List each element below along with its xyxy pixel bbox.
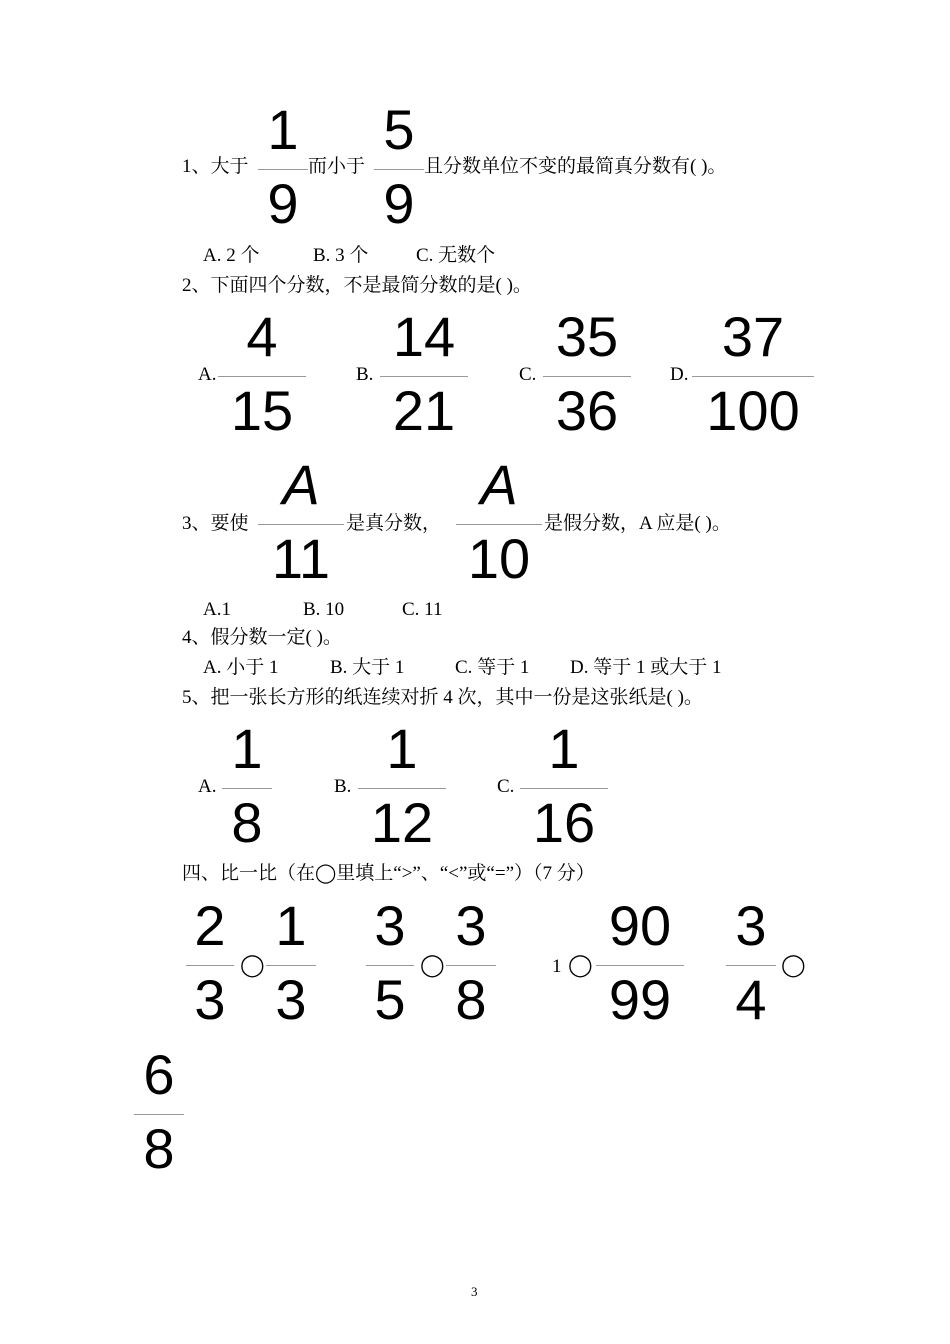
compare-3-left-number: 1 xyxy=(552,956,562,977)
q2-option-d-label: D. xyxy=(670,364,689,385)
q1-fraction-2 xyxy=(374,98,424,236)
fraction-bar xyxy=(726,965,776,966)
denominator: 12 xyxy=(370,791,434,854)
numerator: 5 xyxy=(383,98,415,161)
numerator: 37 xyxy=(721,305,785,368)
denominator: 9 xyxy=(383,172,415,235)
q5-option-a-fraction xyxy=(222,717,272,855)
compare-4-right-fraction xyxy=(134,1043,184,1181)
denominator: 15 xyxy=(230,379,294,442)
numerator: 1 xyxy=(267,98,299,161)
q3-text-mid: 是真分数， xyxy=(346,513,442,534)
numerator: 1 xyxy=(386,717,418,780)
compare-1-left-fraction xyxy=(186,894,234,1032)
numerator: 3 xyxy=(735,894,767,957)
compare-4-left-fraction xyxy=(726,894,776,1032)
numerator: 3 xyxy=(374,894,406,957)
numerator: A xyxy=(282,453,320,516)
fraction-bar xyxy=(358,788,446,789)
q1-fraction-1 xyxy=(258,98,308,236)
numerator: 90 xyxy=(608,894,672,957)
q2-option-a-label: A. xyxy=(198,364,217,385)
fraction-bar xyxy=(374,169,424,170)
numerator: 1 xyxy=(548,717,580,780)
q3-option-c: C. 11 xyxy=(402,599,443,620)
denominator: 4 xyxy=(735,968,767,1031)
q2-option-a-fraction xyxy=(218,305,306,443)
numerator: 3 xyxy=(455,894,487,957)
fraction-bar xyxy=(446,965,496,966)
q2-option-d-fraction xyxy=(692,305,814,443)
q2-option-b-fraction xyxy=(380,305,468,443)
fraction-bar xyxy=(266,965,316,966)
q2-option-c-label: C. xyxy=(519,364,537,385)
denominator: 99 xyxy=(608,968,672,1031)
compare-4-circle[interactable]: ◯ xyxy=(781,952,806,977)
compare-3-right-fraction xyxy=(596,894,684,1032)
q3-text-post: 是假分数，A 应是( )。 xyxy=(544,513,731,534)
compare-2-left-fraction xyxy=(366,894,414,1032)
q5-option-c-label: C. xyxy=(497,776,515,797)
fraction-bar xyxy=(543,376,631,377)
denominator: 10 xyxy=(467,527,531,590)
denominator: 100 xyxy=(706,379,800,442)
compare-1-circle[interactable]: ◯ xyxy=(240,952,265,977)
denominator: 8 xyxy=(455,968,487,1031)
q3-fraction-1 xyxy=(258,453,344,591)
fraction-bar xyxy=(596,965,684,966)
q4-option-d: D. 等于 1 或大于 1 xyxy=(570,657,722,678)
fraction-bar xyxy=(456,524,542,525)
numerator: 35 xyxy=(555,305,619,368)
numerator: 4 xyxy=(246,305,278,368)
numerator: 1 xyxy=(275,894,307,957)
q5-option-a-label: A. xyxy=(198,776,217,797)
section4-title: 四、比一比（在◯里填上“>”、“<”或“=”）（7 分） xyxy=(182,863,595,884)
q4-option-a: A. 小于 1 xyxy=(203,657,279,678)
numerator: 14 xyxy=(392,305,456,368)
numerator: 1 xyxy=(231,717,263,780)
denominator: 8 xyxy=(231,791,263,854)
q4-option-c: C. 等于 1 xyxy=(455,657,530,678)
fraction-bar xyxy=(380,376,468,377)
denominator: 5 xyxy=(374,968,406,1031)
denominator: 16 xyxy=(532,791,596,854)
q3-fraction-2 xyxy=(456,453,542,591)
denominator: 3 xyxy=(194,968,226,1031)
q4-option-b: B. 大于 1 xyxy=(330,657,405,678)
q2-option-c-fraction xyxy=(543,305,631,443)
numerator: A xyxy=(480,453,518,516)
q1-text-mid: 而小于 xyxy=(308,156,366,177)
numerator: 2 xyxy=(194,894,226,957)
numerator: 6 xyxy=(143,1043,175,1106)
q1-text-post: 且分数单位不变的最简真分数有( )。 xyxy=(424,156,727,177)
compare-3-circle[interactable]: ◯ xyxy=(568,952,593,977)
denominator: 3 xyxy=(275,968,307,1031)
q3-text-pre: 3、要使 xyxy=(182,513,249,534)
fraction-bar xyxy=(218,376,306,377)
denominator: 21 xyxy=(392,379,456,442)
denominator: 9 xyxy=(267,172,299,235)
q5-option-c-fraction xyxy=(520,717,608,855)
fraction-bar xyxy=(222,788,272,789)
fraction-bar xyxy=(366,965,414,966)
denominator: 8 xyxy=(143,1117,175,1180)
q3-option-b: B. 10 xyxy=(303,599,345,620)
q5-option-b-fraction xyxy=(358,717,446,855)
q1-option-a: A. 2 个 xyxy=(203,245,260,266)
q2-text: 2、下面四个分数，不是最简分数的是( )。 xyxy=(182,275,532,296)
fraction-bar xyxy=(692,376,814,377)
fraction-bar xyxy=(258,169,308,170)
q5-option-b-label: B. xyxy=(334,776,352,797)
q3-option-a: A.1 xyxy=(203,599,231,620)
compare-2-right-fraction xyxy=(446,894,496,1032)
denominator: 36 xyxy=(555,379,619,442)
q2-option-b-label: B. xyxy=(356,364,374,385)
fraction-bar xyxy=(186,965,234,966)
q4-text: 4、假分数一定( )。 xyxy=(182,627,342,648)
q5-text: 5、把一张长方形的纸连续对折 4 次，其中一份是这张纸是( )。 xyxy=(182,687,703,708)
fraction-bar xyxy=(520,788,608,789)
compare-2-circle[interactable]: ◯ xyxy=(420,952,445,977)
compare-1-right-fraction xyxy=(266,894,316,1032)
denominator: 11 xyxy=(271,527,331,590)
q1-option-c: C. 无数个 xyxy=(416,245,496,266)
fraction-bar xyxy=(258,524,344,525)
q1-option-b: B. 3 个 xyxy=(313,245,369,266)
q1-text-pre: 1、大于 xyxy=(182,156,249,177)
page-number: 3 xyxy=(471,1284,478,1299)
fraction-bar xyxy=(134,1114,184,1115)
